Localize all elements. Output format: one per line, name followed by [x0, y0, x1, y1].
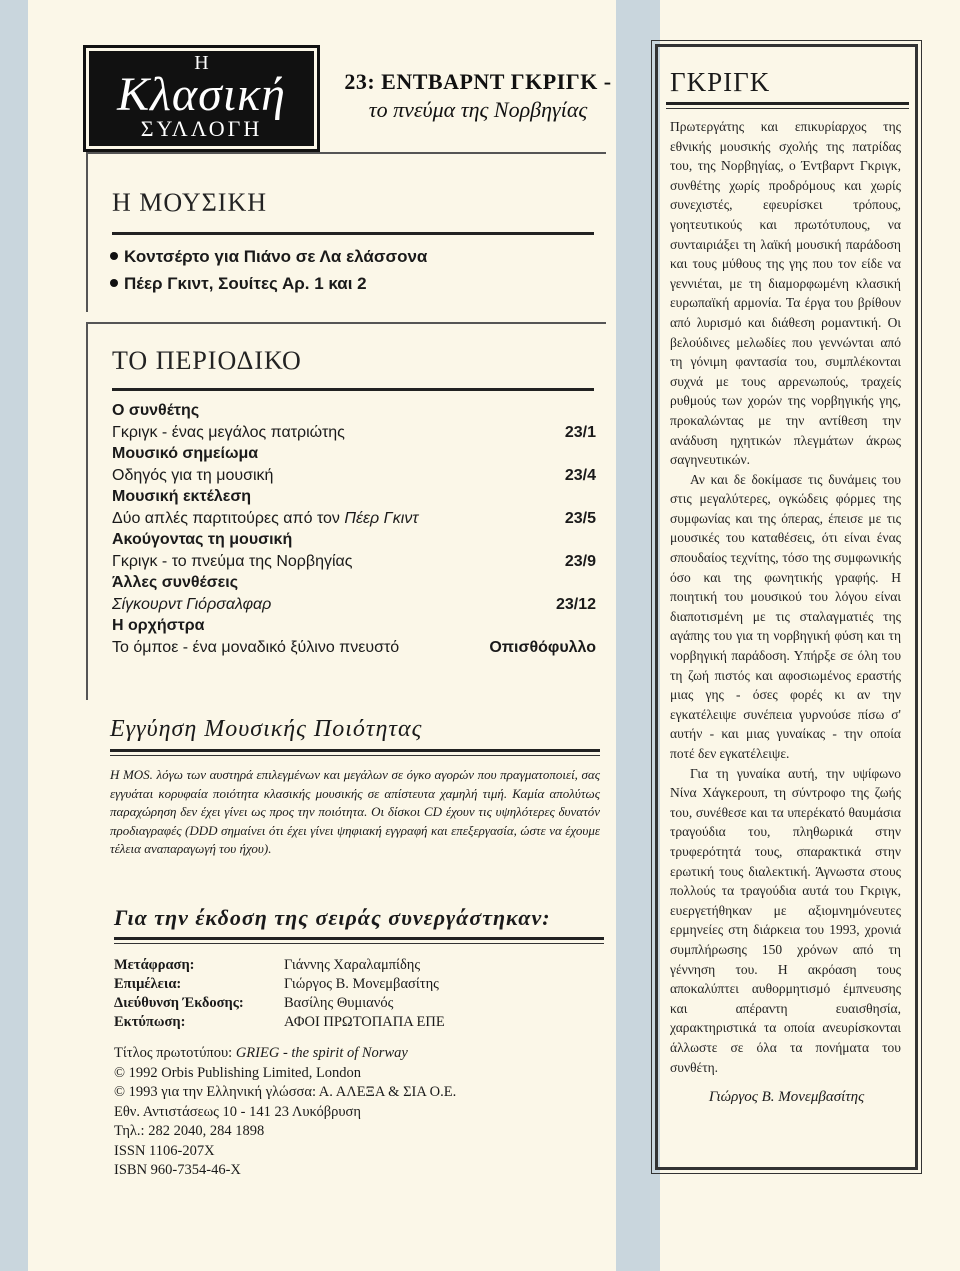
toc-section: Μουσικό σημείωμα: [112, 445, 259, 462]
music-rule: [112, 232, 594, 235]
toc-entry: Γκριγκ - ένας μεγάλος πατριώτης 23/1: [112, 423, 596, 441]
logo-title: Κλασική: [117, 68, 286, 121]
copyright-line: © 1992 Orbis Publishing Limited, London: [114, 1064, 362, 1081]
guarantee-text: Η MOS. λόγω των αυστηρά επιλεγμένων και μεγάλων σε όγκο αγορών που πραγματοποιεί, σας εγγυάται κορυφαία ποιότητα κλασικής μουσικής σε απίστευτα χαμηλή τιμή. Καμία απολύτως παραχώρηση δεν έχει γίνει ως προς την ποιότητα. Οι δίσκοι CD έχουν τις υψηλότερες δυνατόν προδιαγραφές (DDD σημαίνει ότι έχει γίνει ψηφιακή εγγραφή και επεξεργασία, ώστε να έχουμε τέλεια αναπαραγωγή του ήχου).: [110, 767, 600, 856]
credits: [114, 905, 604, 1181]
music-heading: Η ΜΟΥΣΙΚΗ: [112, 188, 267, 217]
periodical-heading: ΤΟ ΠΕΡΙΟΔΙΚΟ: [112, 346, 302, 375]
toc-section: Ο συνθέτης: [112, 402, 200, 419]
credit-role: Εκτύπωση:: [114, 1014, 186, 1030]
guarantee-heading: Εγγύηση Μουσικής Ποιότητας: [110, 716, 423, 742]
toc-entry: Σίγκουρντ Γιόρσαλφαρ 23/12: [112, 595, 596, 613]
issn-line: ISSN 1106-207X: [114, 1142, 215, 1159]
address-line: Εθν. Αντιστάσεως 10 - 141 23 Λυκόβρυση: [114, 1103, 361, 1120]
credits-list: [114, 956, 604, 1032]
margin-strip: [616, 0, 660, 1271]
sidebar-paragraph: Πρωτεργάτης και επικυρίαρχος της εθνικής μουσικής σχολής της πατρίδας του, της Νορβηγίας, ο Έντβαρντ Γκριγκ, συνθέτης χωρίς προδρόμους και χωρίς συνεχιστές, εφευρίσκει τρόπους, γοητευτικούς και πρωτότυπους, να συνταιριάξει τη λαϊκή μουσική παράδοση και τους μύθους της γης που τον είδε να γεννιέται, με τη διαμορφωμένη κλασική ευρωπαϊκή αρμονία. Τα έργα του βρίθουν από λυρισμό και διάθεση ρομαντική. Οι βελούδινες μελωδίες που γεννώνται από τη γόνιμη φαντασία του, συμπλέκονται συχνά με τους αρρενωπούς, τραχείς ρυθμούς των χορών της νορβηγικής γης, προκαλώντας με την αντίθεση την ανάδυση ηχητικών πλεγμάτων άκρως σαγηνευτικών.: [670, 119, 901, 468]
credit-person: Βασίλης Θυμιανός: [284, 995, 394, 1011]
music-item: Πέερ Γκιντ, Σουίτες Αρ. 1 και 2: [110, 270, 427, 297]
periodical-rule: [112, 388, 594, 391]
copyright-line: © 1993 για την Ελληνική γλώσσα: Α. ΑΛΕΞΑ & ΣΙΑ Ο.Ε.: [114, 1084, 457, 1100]
sidebar-paragraph: Για τη γυναίκα αυτή, την υψίφωνο Νίνα Χάγκερουπ, τη σύντροφο της ζωής του, συνέθεσε και τα υπερέκατό θαυμάσια τραγούδια του, πληθωρικά στην τρυφερότητά τους, σπαρακτικά στην ερωτική τους διαλεκτική. Άγνωστα στους πολλούς τα τραγούδια αυτά του Γκριγκ, ευεργετήθηκαν με αξιομνημόνευτες ερμηνείες στη διάρκεια του 1993, χρονιά συμπλήρωσης 150 χρόνων από τη γέννηση του. Η ακρόαση τους αποκαλύπτει αυθορμητισμό έμπνευσης και απέραντη ευαισθησία, χαρακτηριστικά τα οποία ανευρίσκονται άλλωστε σε όλα τα πονήματα του συνθέτη.: [670, 765, 901, 1075]
series-logo: [83, 45, 320, 152]
issue-title: [338, 68, 618, 124]
credit-role: Επιμέλεια:: [114, 976, 182, 992]
sidebar-body: [658, 109, 915, 1077]
credit-person: Γιάννης Χαραλαμπίδης: [284, 957, 421, 973]
publication-info: [114, 1044, 604, 1181]
periodical-section: [86, 322, 606, 700]
sidebar-rule: [666, 102, 909, 105]
sidebar-paragraph: Αν και δε δοκίμασε τις δυνάμεις του στις μεγαλύτερες, ογκώδεις φόρμες της συμφωνίας και της όπερας, έπεισε με τις μουσικές του καταθέσεις, ότι είναι ένας σπουδαίος τεχνίτης, τόσο της συμφωνικής όσο και της φωνητικής γραφής. Η ποιητική του μουσικού του λόγου είναι διαποτισμένη με τις σταλαγματιές της αγάπης του για τη νορβηγική φύση και τη νορβηγική παράδοση. Υπήρξε σε όλη του τη ζωή πιστός και αφοσιωμένος εραστής μιας γης - όσες φορές κι αν την εγκατέλειψε συνέπεια γυρνούσε πίσω σ' αυτήν - και μιας γυναίκας - την οποία ποτέ δεν εγκατέλειψε.: [670, 471, 901, 761]
phone-line: Τηλ.: 282 2040, 284 1898: [114, 1123, 265, 1139]
music-list: [110, 243, 427, 297]
author-signature: Γιώργος Β. Μονεμβασίτης: [708, 1089, 865, 1106]
toc-entry: Δύο απλές παρτιτούρες από τον Πέερ Γκιντ 23/5: [112, 509, 596, 527]
music-item: Κοντσέρτο για Πιάνο σε Λα ελάσσονα: [110, 243, 427, 270]
toc-section: Η ορχήστρα: [112, 617, 205, 634]
guarantee-rule: [110, 749, 600, 752]
logo-subtitle: ΣΥΛΛΟΓΗ: [140, 116, 263, 141]
credits-heading: Για την έκδοση της σειράς συνεργάστηκαν:: [114, 905, 551, 930]
issue-title-line2: το πνεύμα της Νορβηγίας: [368, 97, 588, 122]
issue-title-line1: 23: ΕΝΤΒΑΡΝΤ ΓΚΡΙΓΚ -: [344, 69, 612, 94]
bullet-icon: [110, 279, 118, 287]
isbn-line: ISBN 960-7354-46-X: [114, 1162, 241, 1178]
guarantee-rule-thin: [110, 755, 600, 756]
credit-role: Μετάφραση:: [114, 957, 195, 973]
credit-role: Διεύθυνση Έκδοσης:: [114, 995, 244, 1011]
toc-entry: Οδηγός για τη μουσική 23/4: [112, 466, 596, 484]
music-section: [86, 152, 606, 312]
toc-section: Μουσική εκτέλεση: [112, 488, 252, 505]
table-of-contents: [112, 400, 596, 658]
toc-entry: Το όμποε - ένα μοναδικό ξύλινο πνευστό Οπισθόφυλλο: [112, 638, 596, 656]
credit-person: Γιώργος Β. Μονεμβασίτης: [284, 976, 439, 992]
credits-rule-thin: [114, 943, 604, 944]
toc-section: Άλλες συνθέσεις: [112, 574, 239, 591]
credit-person: ΑΦΟΙ ΠΡΩΤΟΠΑΠΑ ΕΠΕ: [284, 1014, 445, 1030]
quality-guarantee: [110, 716, 600, 859]
bullet-icon: [110, 252, 118, 260]
composer-sidebar: [655, 44, 918, 1170]
logo-article: Η: [194, 52, 209, 74]
toc-section: Ακούγοντας τη μουσική: [112, 531, 293, 548]
credits-rule: [114, 937, 604, 940]
original-title: Τίτλος πρωτοτύπου: GRIEG - the spirit of Norway: [114, 1045, 408, 1061]
toc-entry: Γκριγκ - το πνεύμα της Νορβηγίας 23/9: [112, 552, 596, 570]
sidebar-heading: ΓΚΡΙΓΚ: [670, 67, 771, 97]
